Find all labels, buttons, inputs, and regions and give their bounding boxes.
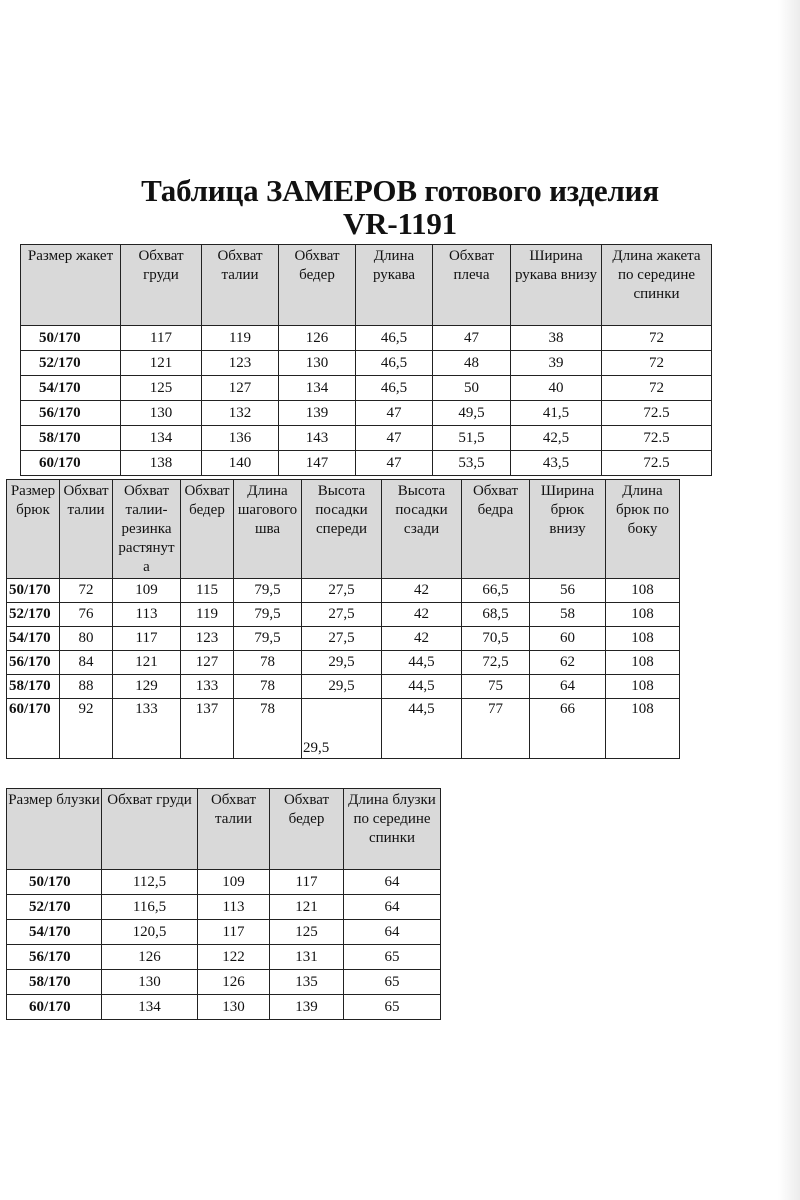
value-cell: 108 (606, 699, 680, 759)
value-cell: 130 (121, 401, 202, 426)
header-cell: Размер блузки (7, 789, 102, 870)
value-cell: 42 (382, 579, 462, 603)
value-cell: 42 (382, 603, 462, 627)
value-cell: 41,5 (511, 401, 602, 426)
size-cell: 58/170 (7, 675, 60, 699)
jacket-measurements-table (20, 244, 712, 476)
value-cell: 125 (270, 920, 344, 945)
value-cell: 78 (234, 675, 302, 699)
header-cell: Обхват талии (60, 480, 113, 579)
header-cell: Длина рукава (356, 245, 433, 326)
value-cell: 62 (530, 651, 606, 675)
table-row (7, 699, 680, 759)
value-cell: 130 (279, 351, 356, 376)
value-cell: 147 (279, 451, 356, 476)
value-cell: 65 (344, 995, 441, 1020)
value-cell: 72.5 (602, 401, 712, 426)
value-cell: 64 (344, 895, 441, 920)
value-cell: 47 (356, 401, 433, 426)
value-cell: 46,5 (356, 376, 433, 401)
size-cell: 50/170 (7, 870, 102, 895)
size-cell: 56/170 (7, 651, 60, 675)
value-cell: 46,5 (356, 326, 433, 351)
value-cell: 129 (113, 675, 181, 699)
value-cell: 72 (602, 376, 712, 401)
value-cell: 130 (198, 995, 270, 1020)
value-cell: 77 (462, 699, 530, 759)
model-code: VR-1191 (343, 206, 457, 241)
value-cell: 64 (530, 675, 606, 699)
value-cell: 72 (60, 579, 113, 603)
value-cell: 44,5 (382, 675, 462, 699)
table-row (7, 920, 441, 945)
header-cell: Обхват груди (121, 245, 202, 326)
size-cell: 58/170 (21, 426, 121, 451)
value-cell: 121 (270, 895, 344, 920)
value-cell: 29,5 (302, 651, 382, 675)
table-row (7, 651, 680, 675)
header-cell: Длина шагового шва (234, 480, 302, 579)
value-cell: 51,5 (433, 426, 511, 451)
header-cell: Ширина брюк внизу (530, 480, 606, 579)
value-cell: 120,5 (102, 920, 198, 945)
value-cell: 109 (198, 870, 270, 895)
header-cell: Высота посадки сзади (382, 480, 462, 579)
value-cell: 108 (606, 651, 680, 675)
value-cell: 126 (198, 970, 270, 995)
value-cell: 56 (530, 579, 606, 603)
value-cell: 72.5 (602, 426, 712, 451)
value-cell: 108 (606, 627, 680, 651)
header-cell: Обхват талии-резинка растянут а (113, 480, 181, 579)
pants-measurements-table (6, 479, 680, 759)
value-cell: 122 (198, 945, 270, 970)
value-cell: 117 (270, 870, 344, 895)
value-cell: 134 (121, 426, 202, 451)
table-row (7, 995, 441, 1020)
value-cell: 27,5 (302, 603, 382, 627)
value-cell: 75 (462, 675, 530, 699)
value-cell: 29,5 (302, 699, 382, 759)
value-cell: 126 (279, 326, 356, 351)
value-cell: 117 (121, 326, 202, 351)
value-cell: 125 (121, 376, 202, 401)
value-cell: 47 (433, 326, 511, 351)
value-cell: 139 (270, 995, 344, 1020)
value-cell: 72.5 (602, 451, 712, 476)
size-cell: 52/170 (7, 895, 102, 920)
value-cell: 76 (60, 603, 113, 627)
value-cell: 42 (382, 627, 462, 651)
value-cell: 109 (113, 579, 181, 603)
value-cell: 78 (234, 699, 302, 759)
value-cell: 137 (181, 699, 234, 759)
value-cell: 121 (121, 351, 202, 376)
value-cell: 127 (202, 376, 279, 401)
table-row (7, 945, 441, 970)
value-cell: 65 (344, 970, 441, 995)
table-row (7, 870, 441, 895)
header-cell: Обхват талии (198, 789, 270, 870)
value-cell: 65 (344, 945, 441, 970)
value-cell: 113 (113, 603, 181, 627)
value-cell: 72,5 (462, 651, 530, 675)
size-cell: 52/170 (21, 351, 121, 376)
value-cell: 139 (279, 401, 356, 426)
value-cell: 47 (356, 426, 433, 451)
header-cell: Длина брюк по боку (606, 480, 680, 579)
page-title: Таблица ЗАМЕРОВ готового изделия (141, 173, 659, 208)
value-cell: 53,5 (433, 451, 511, 476)
value-cell: 66,5 (462, 579, 530, 603)
header-cell: Обхват плеча (433, 245, 511, 326)
value-cell: 108 (606, 675, 680, 699)
size-cell: 56/170 (21, 401, 121, 426)
value-cell: 123 (181, 627, 234, 651)
table-header-row (7, 789, 441, 870)
value-cell: 80 (60, 627, 113, 651)
value-cell: 135 (270, 970, 344, 995)
value-cell: 70,5 (462, 627, 530, 651)
table-row (7, 895, 441, 920)
value-cell: 44,5 (382, 699, 462, 759)
size-cell: 60/170 (7, 995, 102, 1020)
size-cell: 60/170 (7, 699, 60, 759)
value-cell: 27,5 (302, 579, 382, 603)
value-cell: 115 (181, 579, 234, 603)
value-cell: 126 (102, 945, 198, 970)
header-cell: Ширина рукава внизу (511, 245, 602, 326)
size-cell: 54/170 (7, 627, 60, 651)
size-cell: 54/170 (7, 920, 102, 945)
value-cell: 58 (530, 603, 606, 627)
table-row (21, 426, 712, 451)
value-cell: 78 (234, 651, 302, 675)
size-cell: 56/170 (7, 945, 102, 970)
value-cell: 133 (181, 675, 234, 699)
size-cell: 58/170 (7, 970, 102, 995)
value-cell: 119 (181, 603, 234, 627)
value-cell: 66 (530, 699, 606, 759)
value-cell: 79,5 (234, 603, 302, 627)
value-cell: 117 (113, 627, 181, 651)
value-cell: 40 (511, 376, 602, 401)
value-cell: 29,5 (302, 675, 382, 699)
value-cell: 136 (202, 426, 279, 451)
value-cell: 131 (270, 945, 344, 970)
value-cell: 42,5 (511, 426, 602, 451)
table-row (7, 579, 680, 603)
value-cell: 39 (511, 351, 602, 376)
header-cell: Обхват бедер (270, 789, 344, 870)
value-cell: 43,5 (511, 451, 602, 476)
value-cell: 64 (344, 920, 441, 945)
header-cell: Размер брюк (7, 480, 60, 579)
value-cell: 134 (279, 376, 356, 401)
value-cell: 123 (202, 351, 279, 376)
table-row (7, 675, 680, 699)
value-cell: 113 (198, 895, 270, 920)
header-cell: Обхват бедер (181, 480, 234, 579)
value-cell: 49,5 (433, 401, 511, 426)
value-cell: 44,5 (382, 651, 462, 675)
header-cell: Длина блузки по середине спинки (344, 789, 441, 870)
value-cell: 119 (202, 326, 279, 351)
header-cell: Обхват талии (202, 245, 279, 326)
header-cell: Длина жакета по середине спинки (602, 245, 712, 326)
value-cell: 48 (433, 351, 511, 376)
value-cell: 117 (198, 920, 270, 945)
header-cell: Размер жакет (21, 245, 121, 326)
value-cell: 88 (60, 675, 113, 699)
table-row (21, 326, 712, 351)
value-cell: 130 (102, 970, 198, 995)
value-cell: 108 (606, 603, 680, 627)
header-cell: Высота посадки спереди (302, 480, 382, 579)
value-cell: 92 (60, 699, 113, 759)
value-cell: 60 (530, 627, 606, 651)
size-cell: 50/170 (7, 579, 60, 603)
table-row (21, 376, 712, 401)
table-header-row (7, 480, 680, 579)
value-cell: 116,5 (102, 895, 198, 920)
value-cell: 84 (60, 651, 113, 675)
value-cell: 46,5 (356, 351, 433, 376)
table-row (7, 970, 441, 995)
value-cell: 64 (344, 870, 441, 895)
size-cell: 52/170 (7, 603, 60, 627)
value-cell: 133 (113, 699, 181, 759)
value-cell: 68,5 (462, 603, 530, 627)
header-cell: Обхват бедра (462, 480, 530, 579)
table-row (7, 627, 680, 651)
value-cell: 132 (202, 401, 279, 426)
value-cell: 121 (113, 651, 181, 675)
value-cell: 72 (602, 351, 712, 376)
value-cell: 143 (279, 426, 356, 451)
value-cell: 38 (511, 326, 602, 351)
value-cell: 47 (356, 451, 433, 476)
size-cell: 50/170 (21, 326, 121, 351)
header-cell: Обхват бедер (279, 245, 356, 326)
size-cell: 54/170 (21, 376, 121, 401)
table-row (21, 351, 712, 376)
value-cell: 79,5 (234, 579, 302, 603)
scan-shadow (778, 0, 800, 1200)
value-cell: 134 (102, 995, 198, 1020)
value-cell: 72 (602, 326, 712, 351)
header-cell: Обхват груди (102, 789, 198, 870)
value-cell: 127 (181, 651, 234, 675)
table-row (7, 603, 680, 627)
value-cell: 138 (121, 451, 202, 476)
value-cell: 79,5 (234, 627, 302, 651)
value-cell: 108 (606, 579, 680, 603)
table-row (21, 401, 712, 426)
blouse-measurements-table (6, 788, 441, 1020)
table-row (21, 451, 712, 476)
size-cell: 60/170 (21, 451, 121, 476)
value-cell: 140 (202, 451, 279, 476)
value-cell: 50 (433, 376, 511, 401)
value-cell: 27,5 (302, 627, 382, 651)
table-header-row (21, 245, 712, 326)
value-cell: 112,5 (102, 870, 198, 895)
